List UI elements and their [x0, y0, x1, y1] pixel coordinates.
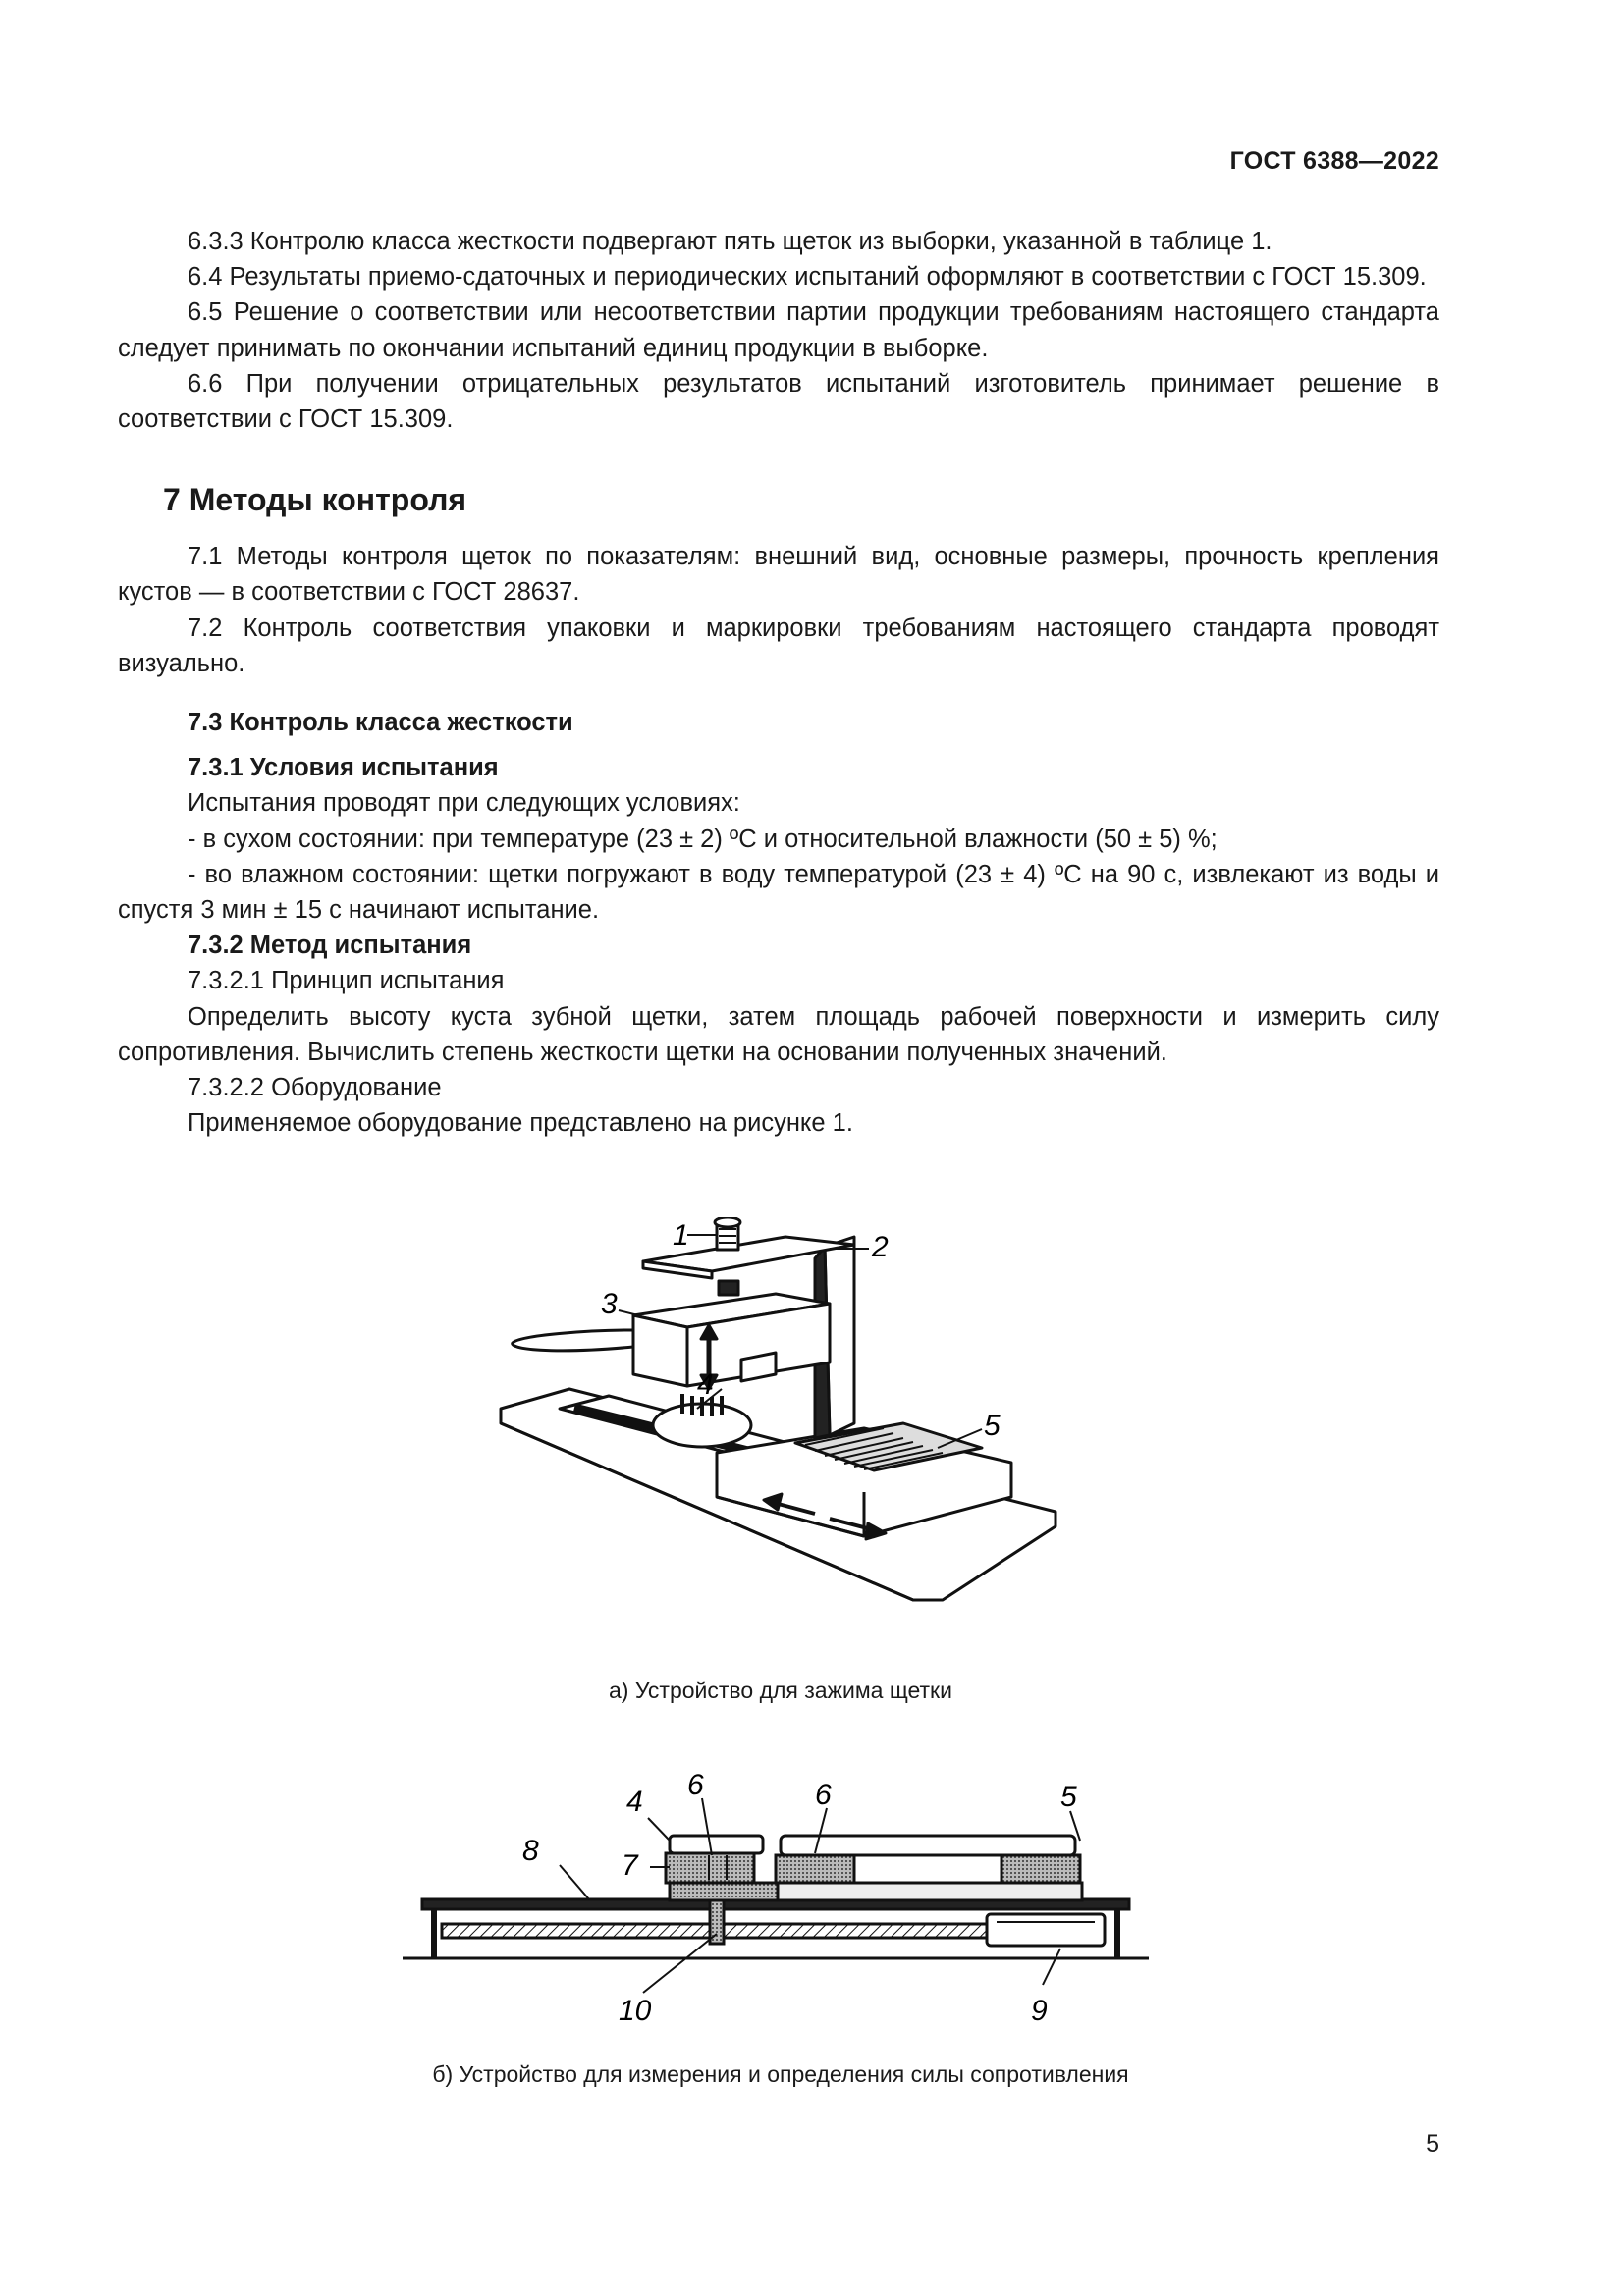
document-code-header: ГОСТ 6388—2022 [1229, 147, 1439, 175]
fig-a-label-2: 2 [872, 1231, 889, 1263]
heading-7-3: 7.3 Контроль класса жесткости [188, 709, 573, 737]
fig-b-label-8: 8 [522, 1835, 539, 1867]
page-number: 5 [1426, 2130, 1439, 2158]
fig-b-label-6a: 6 [687, 1769, 704, 1801]
paragraph-6-6: 6.6 При получении отрицательных результатов испытаний изготовитель принимает решение в соответствии с ГОСТ 15.309. [118, 369, 1439, 434]
conditions-intro: Испытания проводят при следующих условиях: [188, 789, 740, 818]
fig-b-label-4: 4 [626, 1786, 643, 1818]
heading-7-3-2: 7.3.2 Метод испытания [188, 932, 472, 960]
section-7-heading: 7 Методы контроля [163, 482, 467, 518]
paragraph-6-3-3: 6.3.3 Контролю класса жесткости подвергают пять щеток из выборки, указанной в таблице 1. [188, 228, 1272, 255]
paragraph-7-1: 7.1 Методы контроля щеток по показателям: внешний вид, основные размеры, прочность крепления кустов — в соответствии с ГОСТ 28637. [118, 543, 1439, 607]
fig-a-label-4: 4 [697, 1368, 714, 1401]
paragraph-6-4: 6.4 Результаты приемо-сдаточных и периодических испытаний оформляют в соответствии с ГОСТ 15.309. [188, 263, 1427, 292]
fig-b-label-9: 9 [1031, 1995, 1048, 2027]
fig-a-label-1: 1 [673, 1219, 689, 1252]
fig-b-label-7: 7 [622, 1849, 638, 1882]
figure-a-clamp-device [491, 1217, 1080, 1649]
figure-b-caption: б) Устройство для измерения и определения силы сопротивления [432, 2061, 1129, 2087]
test-principle: Определить высоту куста зубной щетки, затем площадь рабочей поверхности и измерить силу сопротивления. Вычислить степень жесткости щетки на основании полученных значений. [118, 1002, 1439, 1066]
paragraph-7-2: 7.2 Контроль соответствия упаковки и маркировки требованиям настоящего стандарта проводят визуально. [118, 614, 1439, 677]
page-body [118, 224, 1439, 1141]
paragraph-7-3-2-1: 7.3.2.1 Принцип испытания [188, 967, 505, 995]
paragraph-7-3-2-2: 7.3.2.2 Оборудование [188, 1074, 442, 1102]
fig-b-label-10: 10 [619, 1995, 652, 2027]
condition-wet: - во влажном состоянии: щетки погружают в воду температурой (23 ± 4) ºС на 90 с, извлекают из воды и спустя 3 мин ± 15 с начинают испытание. [118, 860, 1439, 925]
fig-a-label-3: 3 [601, 1288, 618, 1320]
fig-b-label-5: 5 [1060, 1781, 1077, 1813]
condition-dry: - в сухом состоянии: при температуре (23 ± 2) ºС и относительной влажности (50 ± 5) %; [188, 825, 1218, 853]
figure-b-measuring-device [393, 1757, 1159, 2052]
fig-b-label-6b: 6 [815, 1779, 832, 1811]
heading-7-3-1: 7.3.1 Условия испытания [188, 754, 499, 782]
figure-a-caption: а) Устройство для зажима щетки [609, 1678, 952, 1703]
fig-a-label-5: 5 [984, 1410, 1001, 1442]
equipment-reference: Применяемое оборудование представлено на рисунке 1. [188, 1109, 853, 1138]
paragraph-6-5: 6.5 Решение о соответствии или несоответствии партии продукции требованиям настоящего стандарта следует принимать по окончании испытаний единиц продукции в выборке. [118, 298, 1439, 362]
